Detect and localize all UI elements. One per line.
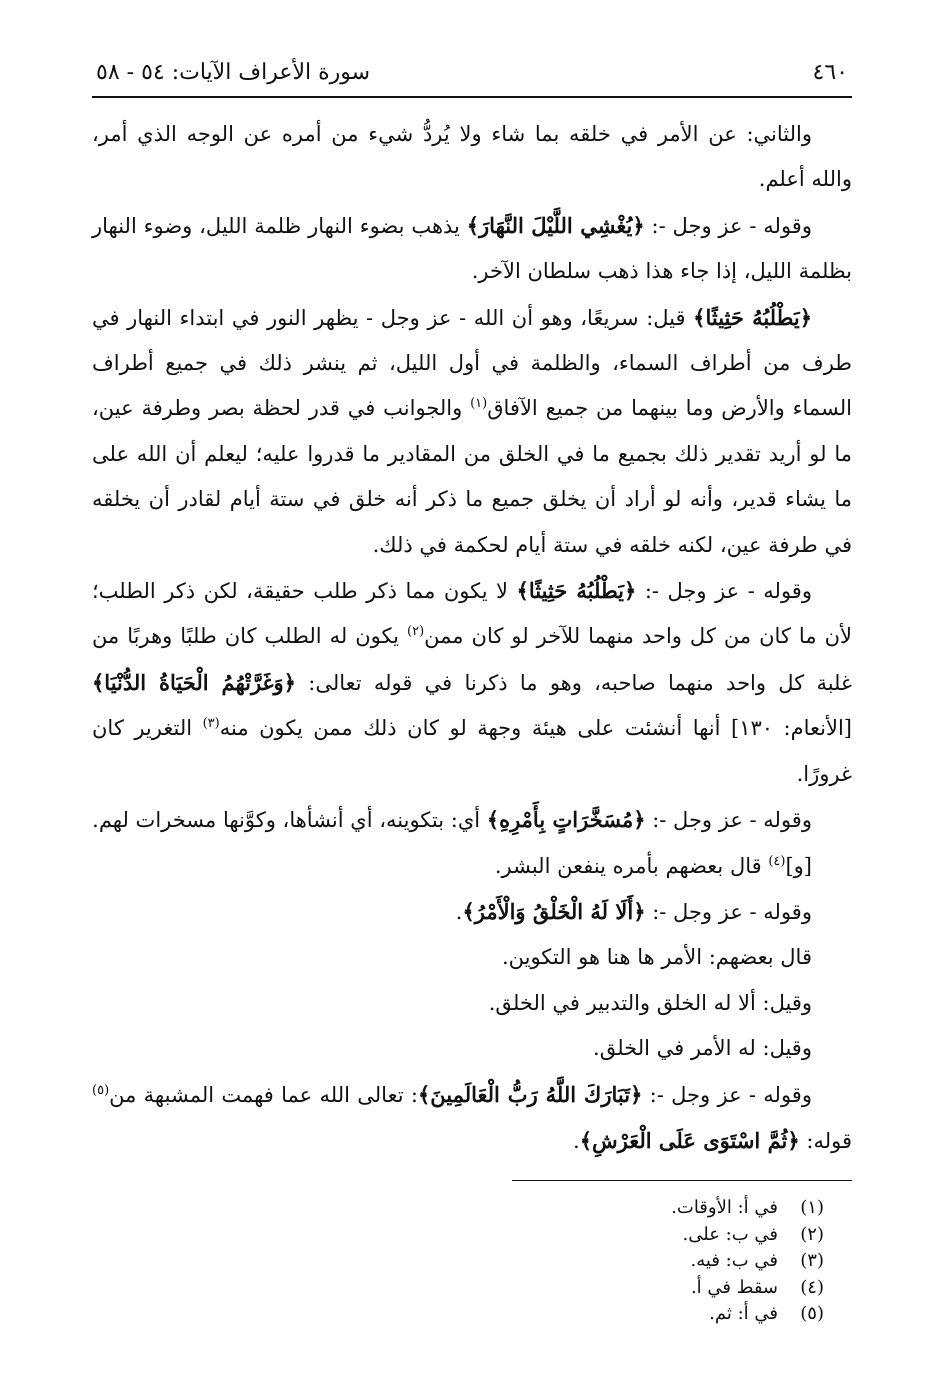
quran-verse: ﴿ثُمَّ اسْتَوَى عَلَى الْعَرْشِ﴾ [579, 1127, 800, 1153]
paragraph: [و]$^{(٤)}$ قال بعضهم بأمره ينفعن البشر. [494, 853, 812, 878]
main-text [92, 112, 852, 1164]
quran-verse: ﴿يَطْلُبُهُ حَثِيثًا﴾ [693, 304, 813, 330]
quran-verse: ﴿مُسَخَّرَاتٍ بِأَمْرِهِ﴾ [486, 807, 646, 833]
paragraph: وقيل: ألا له الخلق والتدبير في الخلق. [488, 990, 812, 1015]
footnote-ref: (١) [470, 396, 488, 412]
paragraph: وقوله - عز وجل -: ﴿تَبَارَكَ اللَّهُ رَبُّ الْعَالَمِينَ﴾: تعالى الله عما فهمت المشبهة من$^{(٥)}$ قوله: ﴿ثُمَّ اسْتَوَى عَلَى الْعَرْشِ﴾. [92, 1081, 852, 1153]
running-title: سورة الأعراف الآيات: ٥٤ - ٥٨ [96, 60, 371, 85]
paragraph: وقوله - عز وجل -: ﴿أَلَا لَهُ الْخَلْقُ وَالْأَمْرُ﴾. [455, 898, 812, 924]
footnote-ref: (٤) [768, 853, 786, 869]
paragraph: والثاني: عن الأمر في خلقه بما شاء ولا يُردُّ شيء من أمره عن الوجه الذي أمر، والله أعلم. [92, 122, 852, 192]
footnotes [92, 1195, 852, 1328]
quran-verse: ﴿تَبَارَكَ اللَّهُ رَبُّ الْعَالَمِينَ﴾ [417, 1081, 643, 1107]
paragraph: قال بعضهم: الأمر ها هنا هو التكوين. [501, 945, 812, 970]
footnote-rule [512, 1180, 852, 1181]
footnote: (٤)سقط في أ. [690, 1276, 824, 1298]
footnote: (٥)في أ: ثم. [709, 1303, 824, 1325]
header-rule [92, 96, 852, 98]
footnote-ref: (٢) [407, 624, 425, 640]
paragraph: وقيل: له الأمر في الخلق. [593, 1036, 812, 1061]
page-number: ٤٦٠ [812, 60, 848, 85]
quran-verse: ﴿يُغْشِي اللَّيْلَ النَّهَارَ﴾ [466, 212, 645, 238]
paragraph: وقوله - عز وجل -: ﴿يُغْشِي اللَّيْلَ النَّهَارَ﴾ يذهب بضوء النهار ظلمة الليل، وضوء النهار بظلمة الليل، إذا جاء هذا ذهب سلطان الآخر. [92, 212, 852, 284]
quran-verse: ﴿أَلَا لَهُ الْخَلْقُ وَالْأَمْرُ﴾ [462, 898, 646, 924]
footnote: (٢)في ب: على. [682, 1223, 824, 1245]
footnote-ref: (٣) [202, 716, 220, 732]
footnote: (٣)في ب: فيه. [690, 1250, 824, 1272]
paragraph: ﴿يَطْلُبُهُ حَثِيثًا﴾ قيل: سريعًا، وهو أن الله - عز وجل - يظهر النور في ابتداء النهار في طرف من أطراف السماء، والظلمة في أول الليل، ثم ينشر ذلك في جميع أطراف السماء والأرض وما بينهما من جميع الآفاق$^{(١)}$ والجوانب في قدر لحظة بصر وطرفة عين، ما لو أريد تقدير ذلك بجميع ما في الخلق من المقادير ما قدروا عليه؛ ليعلم أن الله على ما يشاء قدير، وأنه لو أراد أن يخلق جميع ما ذكر أنه خلق في ستة أيام لقادر أن يخلقه في طرفة عين، لكنه خلقه في ستة أيام لحكمة في ذلك. [92, 304, 852, 557]
paragraph: وقوله - عز وجل -: ﴿مُسَخَّرَاتٍ بِأَمْرِهِ﴾ أي: بتكوينه، أي أنشأها، وكوَّنها مسخرات لهم. [92, 807, 812, 833]
quran-verse: ﴿وَغَرَّتْهُمُ الْحَيَاةُ الدُّنْيَا﴾ [92, 669, 296, 695]
quran-verse: ﴿يَطْلُبُهُ حَثِيثًا﴾ [516, 578, 637, 604]
footnote-ref: (٥) [92, 1082, 110, 1098]
footnote: (١)في أ: الأوقات. [671, 1197, 824, 1219]
page-header [92, 56, 852, 96]
paragraph: وقوله - عز وجل -: ﴿يَطْلُبُهُ حَثِيثًا﴾ لا يكون مما ذكر طلب حقيقة، لكن ذكر الطلب؛ لأن ما كان من كل واحد منهما للآخر لو كان ممن$^{(٢)}$ يكون له الطلب كان طلبًا وهربًا من غلبة كل واحد منهما صاحبه، وهو ما ذكرنا في قوله تعالى: ﴿وَغَرَّتْهُمُ الْحَيَاةُ الدُّنْيَا﴾ [الأنعام: ١٣٠] أنها أنشئت على هيئة وجهة لو كان ذلك ممن يكون منه$^{(٣)}$ التغرير كان غرورًا. [92, 578, 852, 786]
